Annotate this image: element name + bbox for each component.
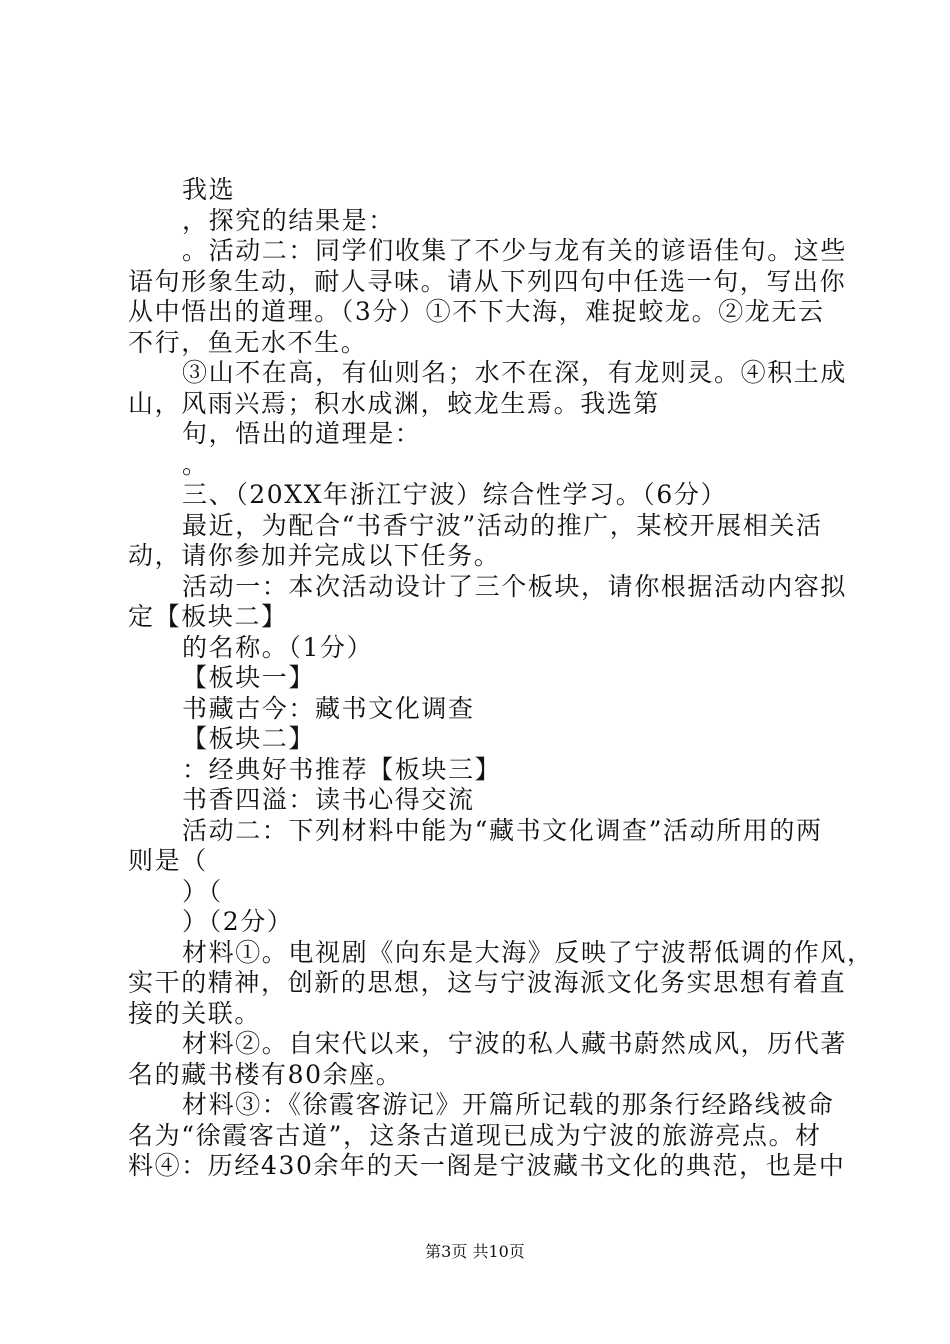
text-line: 山，风雨兴焉；积水成渊，蛟龙生焉。我选第 — [128, 388, 661, 418]
section-heading: 三、（20XX年浙江宁波）综合性学习。（6分） — [182, 480, 728, 509]
text-line: 的名称。（1分） — [182, 632, 374, 662]
text-line: ）（2分） — [182, 907, 294, 936]
text-line: 我选 — [182, 175, 236, 204]
text-line: 则是（ — [128, 846, 208, 875]
text-line: 【板块一】 — [182, 663, 316, 692]
text-line: 活动二：下列材料中能为“藏书文化调查”活动所用的两 — [182, 815, 823, 845]
text-line: 料④：历经430余年的天一阁是宁波藏书文化的典范，也是中 — [128, 1151, 846, 1180]
text-line: 实干的精神，创新的思想，这与宁波海派文化务实思想有着直 — [128, 968, 847, 997]
text-line: 。活动二：同学们收集了不少与龙有关的谚语佳句。这些 — [182, 236, 848, 265]
text-line: ：经典好书推荐【板块三】 — [182, 754, 502, 784]
text-line: 不行，鱼无水不生。 — [128, 327, 368, 357]
text-line: 【板块二】 — [182, 724, 316, 753]
text-line: 语句形象生动，耐人寻味。请从下列四句中任选一句，写出你 — [128, 266, 847, 296]
text-line: 材料②。自宋代以来，宁波的私人藏书蔚然成风，历代著 — [182, 1029, 848, 1058]
text-line: 名的藏书楼有80余座。 — [128, 1059, 403, 1089]
text-line: 最近，为配合“书香宁波”活动的推广，某校开展相关活 — [182, 510, 823, 540]
text-line: 名为“徐霞客古道”，这条古道现已成为宁波的旅游亮点。材 — [128, 1120, 822, 1150]
text-line: 材料③：《徐霞客游记》开篇所记载的那条行经路线被命 — [182, 1090, 835, 1119]
page-number-footer: 第3页 共10页 — [425, 1242, 525, 1261]
text-line: 书藏古今：藏书文化调查 — [182, 693, 475, 723]
text-line: 句，悟出的道理是： — [182, 419, 422, 448]
text-line: 活动一：本次活动设计了三个板块，请你根据活动内容拟 — [182, 571, 848, 601]
text-line: ③山不在高，有仙则名；水不在深，有龙则灵。④积土成 — [182, 358, 848, 387]
text-line: 从中悟出的道理。（3分）①不下大海，难捉蛟龙。②龙无云 — [128, 297, 825, 326]
text-line: ）（ — [182, 876, 223, 906]
text-line: 。 — [182, 449, 209, 479]
document-body — [128, 175, 874, 1182]
text-line: 接的关联。 — [128, 998, 262, 1028]
text-line: 书香四溢：读书心得交流 — [182, 785, 475, 814]
text-line: 材料①。电视剧《向东是大海》反映了宁波帮低调的作风， — [182, 937, 874, 967]
text-line: 定【板块二】 — [128, 602, 288, 631]
text-line: ，探究的结果是： — [182, 205, 395, 235]
text-line: 动，请你参加并完成以下任务。 — [128, 541, 501, 570]
